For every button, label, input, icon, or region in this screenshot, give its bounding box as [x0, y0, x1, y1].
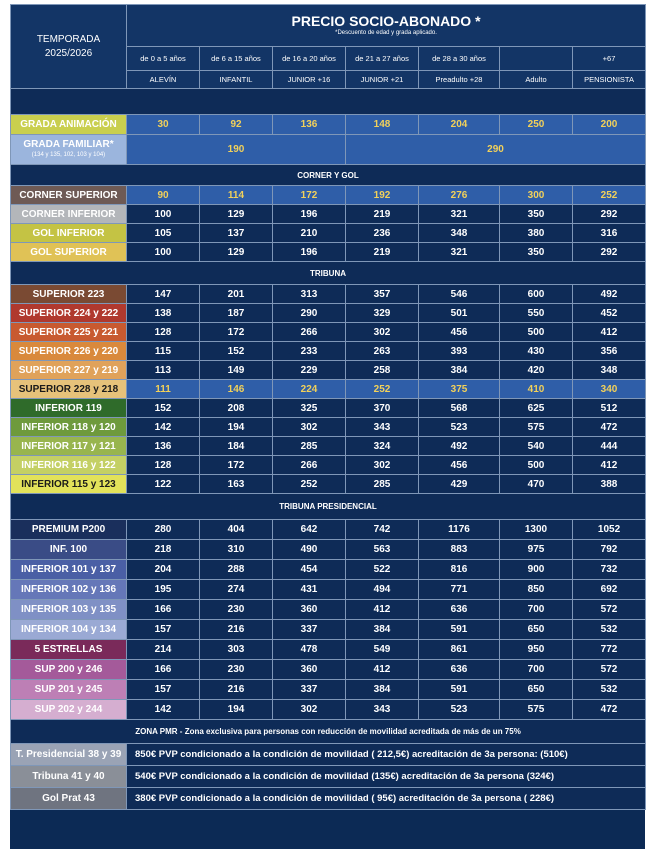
price-cell: 325 [273, 399, 346, 418]
price-cell: 146 [200, 380, 273, 399]
price-cell: 412 [346, 660, 419, 680]
price-cell: 313 [273, 285, 346, 304]
page-title: PRECIO SOCIO-ABONADO * [291, 13, 481, 29]
price-row [11, 540, 646, 560]
price-cell: 478 [273, 640, 346, 660]
price-row [11, 186, 646, 205]
age-range-header: de 16 a 20 años [273, 47, 346, 71]
price-cell: 771 [419, 580, 500, 600]
category-header: INFANTIL [200, 71, 273, 89]
price-cell: 224 [273, 380, 346, 399]
price-cell: 470 [500, 475, 573, 494]
price-cell: 512 [573, 399, 646, 418]
price-cell: 172 [200, 456, 273, 475]
price-table-sheet [10, 4, 645, 849]
season-label: TEMPORADA [36, 33, 101, 45]
price-cell: 636 [419, 660, 500, 680]
price-cell: 816 [419, 560, 500, 580]
price-cell: 444 [573, 437, 646, 456]
price-cell: 214 [127, 640, 200, 660]
price-row [11, 323, 646, 342]
price-cell: 230 [200, 600, 273, 620]
price-cell: 975 [500, 540, 573, 560]
price-cell: 546 [419, 285, 500, 304]
price-cell: 163 [200, 475, 273, 494]
price-cell: 410 [500, 380, 573, 399]
zone-label: INFERIOR 103 y 135 [11, 600, 127, 620]
season-cell [11, 5, 127, 89]
price-cell: 500 [500, 323, 573, 342]
price-cell: 321 [419, 205, 500, 224]
price-cell: 772 [573, 640, 646, 660]
title-footnote: *Descuento de edad y grada aplicado. [335, 30, 437, 36]
price-cell: 192 [346, 186, 419, 205]
price-cell: 329 [346, 304, 419, 323]
price-cell: 316 [573, 224, 646, 243]
price-cell: 337 [273, 680, 346, 700]
price-cell: 522 [346, 560, 419, 580]
section-row [11, 165, 646, 186]
price-cell: 187 [200, 304, 273, 323]
price-cell: 384 [419, 361, 500, 380]
price-cell: 600 [500, 285, 573, 304]
price-cell: 194 [200, 418, 273, 437]
zone-label: GRADA ANIMACIÓN [11, 115, 127, 135]
price-cell: 288 [200, 560, 273, 580]
zone-label: Tribuna 41 y 40 [11, 766, 127, 788]
price-cell: 452 [573, 304, 646, 323]
price-cell: 138 [127, 304, 200, 323]
price-cell: 166 [127, 600, 200, 620]
price-cell: 563 [346, 540, 419, 560]
zone-label: INFERIOR 119 [11, 399, 127, 418]
zone-label: SUPERIOR 223 [11, 285, 127, 304]
price-cell: 30 [127, 115, 200, 135]
price-cell: 492 [419, 437, 500, 456]
price-cell: 204 [419, 115, 500, 135]
price-cell: 380 [500, 224, 573, 243]
price-cell: 250 [500, 115, 573, 135]
price-cell: 302 [273, 418, 346, 437]
price-cell: 196 [273, 243, 346, 262]
price-cell: 136 [127, 437, 200, 456]
price-cell: 340 [573, 380, 646, 399]
price-cell: 348 [419, 224, 500, 243]
price-row [11, 660, 646, 680]
price-cell: 625 [500, 399, 573, 418]
price-cell: 148 [346, 115, 419, 135]
price-cell: 861 [419, 640, 500, 660]
price-cell: 152 [127, 399, 200, 418]
price-cell: 350 [500, 205, 573, 224]
price-cell: 324 [346, 437, 419, 456]
price-cell: 219 [346, 243, 419, 262]
price-cell: 792 [573, 540, 646, 560]
price-cell: 302 [273, 700, 346, 720]
zone-label: INFERIOR 116 y 122 [11, 456, 127, 475]
price-cell: 950 [500, 640, 573, 660]
familiar-label: GRADA FAMILIAR* [23, 138, 114, 150]
price-cell: 456 [419, 323, 500, 342]
price-cell: 302 [346, 323, 419, 342]
price-cell: 129 [200, 243, 273, 262]
zone-label: INFERIOR 117 y 121 [11, 437, 127, 456]
price-cell: 172 [273, 186, 346, 205]
price-cell: 233 [273, 342, 346, 361]
price-row [11, 475, 646, 494]
price-cell: 1176 [419, 520, 500, 540]
price-row [11, 342, 646, 361]
price-row [11, 304, 646, 323]
age-range-header: de 0 a 5 años [127, 47, 200, 71]
price-cell: 266 [273, 323, 346, 342]
price-cell: 575 [500, 700, 573, 720]
price-cell: 128 [127, 456, 200, 475]
price-cell: 252 [573, 186, 646, 205]
price-row [11, 456, 646, 475]
price-cell: 136 [273, 115, 346, 135]
price-cell: 549 [346, 640, 419, 660]
price-cell: 201 [200, 285, 273, 304]
price-cell: 100 [127, 205, 200, 224]
price-cell: 700 [500, 660, 573, 680]
price-cell: 540 [500, 437, 573, 456]
price-cell: 292 [573, 205, 646, 224]
price-row [11, 418, 646, 437]
price-cell: 430 [500, 342, 573, 361]
price-cell: 194 [200, 700, 273, 720]
price-row [11, 580, 646, 600]
price-cell: 357 [346, 285, 419, 304]
price-cell: 490 [273, 540, 346, 560]
price-cell: 310 [200, 540, 273, 560]
section-row [11, 262, 646, 285]
price-cell: 337 [273, 620, 346, 640]
zone-label: SUPERIOR 224 y 222 [11, 304, 127, 323]
pmr-notice: 380€ PVP condicionado a la condición de movilidad ( 95€) acreditación de 3a persona ( 228€) [127, 788, 646, 810]
zone-label: SUP 202 y 244 [11, 700, 127, 720]
zone-label [11, 135, 127, 165]
price-cell: 412 [346, 600, 419, 620]
price-cell: 456 [419, 456, 500, 475]
price-cell: 572 [573, 600, 646, 620]
season-years: 2025/2026 [44, 47, 93, 59]
zone-label: INFERIOR 101 y 137 [11, 560, 127, 580]
price-row [11, 680, 646, 700]
price-cell: 650 [500, 680, 573, 700]
price-cell: 532 [573, 680, 646, 700]
price-cell: 216 [200, 620, 273, 640]
price-cell: 166 [127, 660, 200, 680]
category-header: ALEVÍN [127, 71, 200, 89]
price-cell: 492 [573, 285, 646, 304]
category-header: PENSIONISTA [573, 71, 646, 89]
price-cell: 216 [200, 680, 273, 700]
price-cell: 575 [500, 418, 573, 437]
price-cell: 252 [346, 380, 419, 399]
price-cell: 523 [419, 418, 500, 437]
pmr-row [11, 788, 646, 810]
price-cell: 501 [419, 304, 500, 323]
section-row [11, 720, 646, 744]
price-cell: 532 [573, 620, 646, 640]
price-cell: 742 [346, 520, 419, 540]
price-cell: 258 [346, 361, 419, 380]
price-cell: 650 [500, 620, 573, 640]
price-cell: 172 [200, 323, 273, 342]
price-cell: 375 [419, 380, 500, 399]
price-cell: 280 [127, 520, 200, 540]
price-cell: 137 [200, 224, 273, 243]
price-cell: 404 [200, 520, 273, 540]
price-cell: 550 [500, 304, 573, 323]
price-row [11, 437, 646, 456]
zone-label: SUPERIOR 228 y 218 [11, 380, 127, 399]
section-title: TRIBUNA PRESIDENCIAL [11, 494, 646, 520]
price-row [11, 285, 646, 304]
price-cell: 343 [346, 418, 419, 437]
price-cell: 157 [127, 680, 200, 700]
age-range-header [500, 47, 573, 71]
price-cell: 348 [573, 361, 646, 380]
price-cell: 700 [500, 600, 573, 620]
price-cell: 360 [273, 600, 346, 620]
price-cell: 494 [346, 580, 419, 600]
price-cell: 302 [346, 456, 419, 475]
price-cell: 472 [573, 700, 646, 720]
price-cell: 229 [273, 361, 346, 380]
price-cell: 692 [573, 580, 646, 600]
price-cell: 115 [127, 342, 200, 361]
price-cell: 252 [273, 475, 346, 494]
price-cell: 412 [573, 456, 646, 475]
price-cell: 92 [200, 115, 273, 135]
price-cell: 300 [500, 186, 573, 205]
price-cell: 370 [346, 399, 419, 418]
price-cell: 384 [346, 680, 419, 700]
price-cell: 500 [500, 456, 573, 475]
price-row [11, 620, 646, 640]
price-cell: 572 [573, 660, 646, 680]
price-row [11, 205, 646, 224]
category-header: Adulto [500, 71, 573, 89]
price-cell: 263 [346, 342, 419, 361]
price-row [11, 224, 646, 243]
price-cell: 122 [127, 475, 200, 494]
price-title-cell [127, 5, 646, 47]
price-cell: 152 [200, 342, 273, 361]
price-cell: 523 [419, 700, 500, 720]
age-range-header: +67 [573, 47, 646, 71]
zone-label: PREMIUM P200 [11, 520, 127, 540]
price-row [11, 700, 646, 720]
price-cell: 190 [127, 135, 346, 165]
zone-label: GOL INFERIOR [11, 224, 127, 243]
price-cell: 636 [419, 600, 500, 620]
price-cell: 356 [573, 342, 646, 361]
price-cell: 412 [573, 323, 646, 342]
age-range-header: de 6 a 15 años [200, 47, 273, 71]
price-cell: 184 [200, 437, 273, 456]
price-cell: 591 [419, 620, 500, 640]
price-row [11, 399, 646, 418]
price-row [11, 380, 646, 399]
price-cell: 128 [127, 323, 200, 342]
price-cell: 393 [419, 342, 500, 361]
price-cell: 100 [127, 243, 200, 262]
price-cell: 642 [273, 520, 346, 540]
zone-label: SUPERIOR 226 y 220 [11, 342, 127, 361]
age-range-header: de 21 a 27 años [346, 47, 419, 71]
price-cell: 384 [346, 620, 419, 640]
price-row [11, 520, 646, 540]
price-row [11, 640, 646, 660]
category-header: Preadulto +28 [419, 71, 500, 89]
price-cell: 292 [573, 243, 646, 262]
price-cell: 454 [273, 560, 346, 580]
price-cell: 290 [346, 135, 646, 165]
price-cell: 1052 [573, 520, 646, 540]
price-table [10, 4, 646, 810]
price-cell: 219 [346, 205, 419, 224]
price-cell: 285 [346, 475, 419, 494]
age-range-header: de 28 a 30 años [419, 47, 500, 71]
price-row [11, 243, 646, 262]
price-cell: 149 [200, 361, 273, 380]
price-cell: 568 [419, 399, 500, 418]
price-cell: 236 [346, 224, 419, 243]
zone-label: INFERIOR 102 y 136 [11, 580, 127, 600]
price-cell: 900 [500, 560, 573, 580]
price-cell: 147 [127, 285, 200, 304]
price-cell: 210 [273, 224, 346, 243]
animacion-row [11, 115, 646, 135]
price-cell: 111 [127, 380, 200, 399]
category-header: JUNIOR +16 [273, 71, 346, 89]
price-cell: 591 [419, 680, 500, 700]
price-cell: 204 [127, 560, 200, 580]
zone-label: INF. 100 [11, 540, 127, 560]
zone-label: CORNER INFERIOR [11, 205, 127, 224]
price-cell: 303 [200, 640, 273, 660]
price-cell: 113 [127, 361, 200, 380]
zone-label: INFERIOR 104 y 134 [11, 620, 127, 640]
price-cell: 732 [573, 560, 646, 580]
price-cell: 90 [127, 186, 200, 205]
pmr-row [11, 744, 646, 766]
price-cell: 285 [273, 437, 346, 456]
price-cell: 276 [419, 186, 500, 205]
spacer-row [11, 89, 646, 115]
section-title: CORNER Y GOL [11, 165, 646, 186]
price-row [11, 560, 646, 580]
price-cell: 274 [200, 580, 273, 600]
price-cell: 1300 [500, 520, 573, 540]
zone-label: Gol Prat 43 [11, 788, 127, 810]
price-cell: 420 [500, 361, 573, 380]
zone-label: CORNER SUPERIOR [11, 186, 127, 205]
zone-label: GOL SUPERIOR [11, 243, 127, 262]
price-cell: 429 [419, 475, 500, 494]
price-cell: 266 [273, 456, 346, 475]
zone-label: T. Presidencial 38 y 39 [11, 744, 127, 766]
price-cell: 200 [573, 115, 646, 135]
price-cell: 883 [419, 540, 500, 560]
category-header: JUNIOR +21 [346, 71, 419, 89]
section-title: TRIBUNA [11, 262, 646, 285]
price-cell: 195 [127, 580, 200, 600]
price-cell: 142 [127, 700, 200, 720]
price-cell: 388 [573, 475, 646, 494]
section-title: ZONA PMR - Zona exclusiva para personas con reducción de movilidad acreditada de más de un 75% [11, 720, 646, 744]
zone-label: SUP 200 y 246 [11, 660, 127, 680]
zone-label: 5 ESTRELLAS [11, 640, 127, 660]
zone-label: SUPERIOR 225 y 221 [11, 323, 127, 342]
price-cell: 230 [200, 660, 273, 680]
price-cell: 129 [200, 205, 273, 224]
pmr-notice: 540€ PVP condicionado a la condición de movilidad (135€) acreditación de 3a persona (324€) [127, 766, 646, 788]
price-cell: 343 [346, 700, 419, 720]
zone-label: INFERIOR 115 y 123 [11, 475, 127, 494]
price-cell: 208 [200, 399, 273, 418]
price-cell: 360 [273, 660, 346, 680]
price-row [11, 361, 646, 380]
price-cell: 290 [273, 304, 346, 323]
price-cell: 196 [273, 205, 346, 224]
pmr-row [11, 766, 646, 788]
price-cell: 105 [127, 224, 200, 243]
price-row [11, 600, 646, 620]
zone-label: SUPERIOR 227 y 219 [11, 361, 127, 380]
familiar-row [11, 135, 646, 165]
price-cell: 142 [127, 418, 200, 437]
section-row [11, 494, 646, 520]
zone-label: INFERIOR 118 y 120 [11, 418, 127, 437]
price-cell: 850 [500, 580, 573, 600]
familiar-note: (134 y 135, 102, 103 y 104) [31, 151, 106, 158]
price-cell: 350 [500, 243, 573, 262]
price-cell: 218 [127, 540, 200, 560]
price-cell: 157 [127, 620, 200, 640]
price-cell: 114 [200, 186, 273, 205]
price-cell: 472 [573, 418, 646, 437]
price-cell: 321 [419, 243, 500, 262]
zone-label: SUP 201 y 245 [11, 680, 127, 700]
pmr-notice: 850€ PVP condicionado a la condición de movilidad ( 212,5€) acreditación de 3a persona: (510€) [127, 744, 646, 766]
price-cell: 431 [273, 580, 346, 600]
